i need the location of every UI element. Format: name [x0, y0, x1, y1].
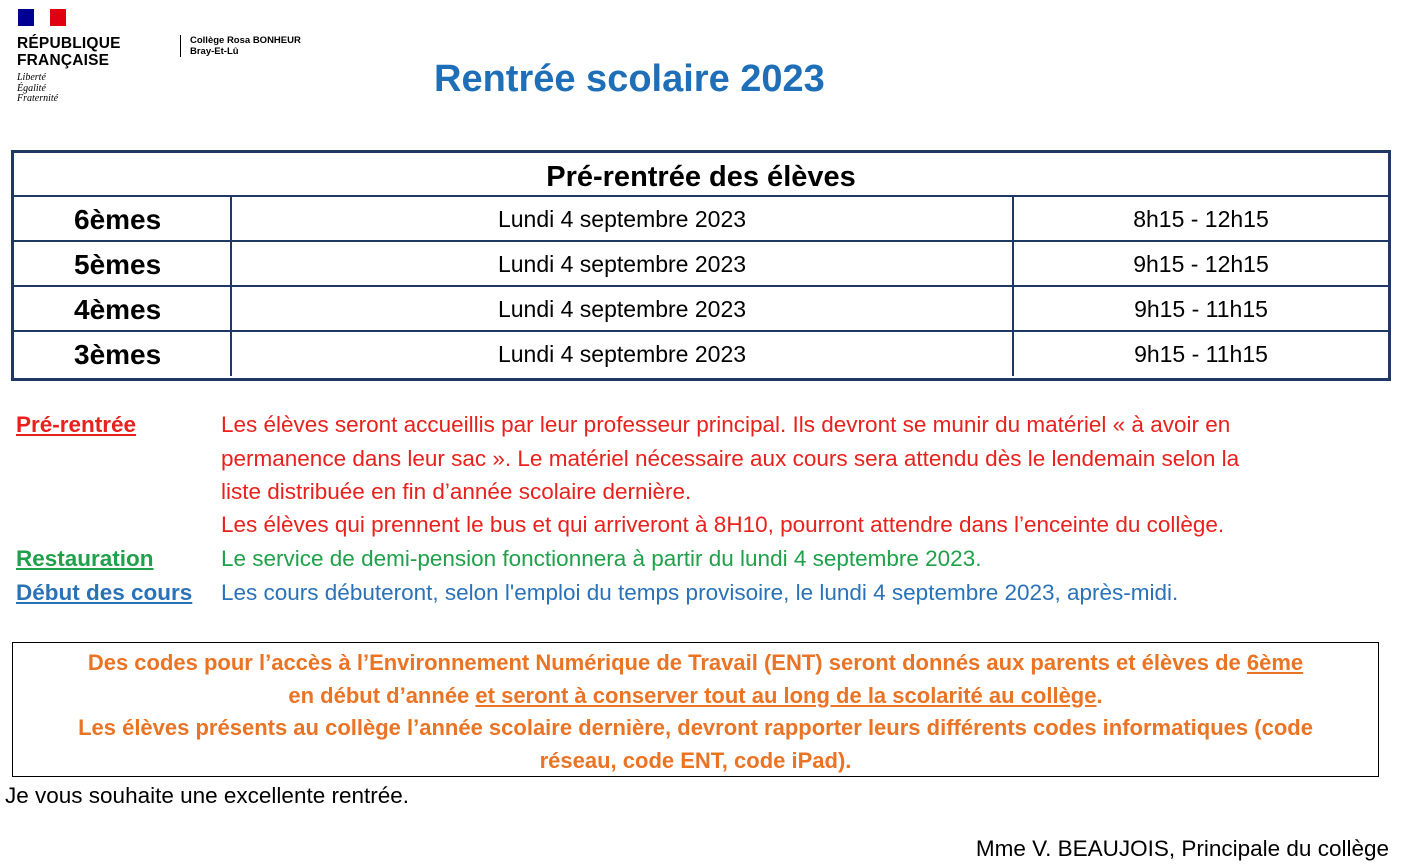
table-row [14, 287, 1388, 332]
time-cell: 9h15 - 12h15 [1133, 251, 1269, 277]
date-cell: Lundi 4 septembre 2023 [232, 197, 1014, 240]
debut-cours-text: Les cours débuteront, selon l'emploi du temps provisoire, le lundi 4 septembre 2023, après-midi. [221, 580, 1179, 605]
debut-cours-label: Début des cours [16, 580, 193, 605]
motto-egalite: Égalité [17, 82, 46, 94]
ent-line-1-level: 6ème [1246, 650, 1304, 675]
motto-fraternite: Fraternité [17, 93, 59, 104]
ent-line-3: Les élèves présents au collège l’année scolaire dernière, devront rapporter leurs différents codes informatiques (code [78, 715, 1313, 740]
page-title: Rentrée scolaire 2023 [434, 58, 825, 100]
closing-wish: Je vous souhaite une excellente rentrée. [5, 783, 410, 808]
prerentree-label: Pré-rentrée [16, 412, 137, 437]
ent-line-4: réseau, code ENT, code iPad). [539, 747, 852, 773]
republique-francaise-logo [17, 9, 152, 105]
time-cell: 9h15 - 11h15 [1134, 296, 1268, 322]
prerentree-line-3: liste distribuée en fin d’année scolaire dernière. [221, 479, 692, 504]
ent-line-2-end: . [1096, 682, 1103, 708]
ent-line-2 [13, 680, 1378, 713]
level-cell: 3èmes [14, 332, 232, 376]
ent-line-1 [13, 647, 1378, 680]
time-cell: 8h15 - 12h15 [1133, 206, 1269, 232]
ent-notice-box [12, 642, 1379, 777]
restauration-label: Restauration [16, 546, 154, 571]
date-cell: Lundi 4 septembre 2023 [232, 242, 1014, 285]
ent-line-2-text: en début d’année [288, 682, 476, 708]
table-row [14, 242, 1388, 287]
restauration-text: Le service de demi-pension fonctionnera à partir du lundi 4 septembre 2023. [221, 546, 982, 571]
french-flag-icon [18, 9, 66, 26]
prerentree-line-4: Les élèves qui prennent le bus et qui arriveront à 8H10, pourront attendre dans l’enceinte du collège. [221, 512, 1225, 537]
school-name: Collège Rosa BONHEUR [190, 35, 301, 46]
ent-line-1-text: Des codes pour l’accès à l’Environnement Numérique de Travail (ENT) seront donnés aux parents et élèves de [87, 650, 1247, 675]
logo-name [17, 35, 152, 69]
ent-line-2-emphasis: et seront à conserver tout au long de la scolarité au collège [475, 682, 1097, 708]
schedule-table [11, 150, 1391, 381]
level-cell: 6èmes [14, 197, 232, 240]
table-row [14, 197, 1388, 242]
logo-motto [17, 73, 152, 105]
table-row [14, 332, 1388, 376]
prerentree-line-1: Les élèves seront accueillis par leur professeur principal. Ils devront se munir du matériel « à avoir en [221, 412, 1231, 437]
level-cell: 5èmes [14, 242, 232, 285]
motto-liberte: Liberté [17, 72, 46, 83]
date-cell: Lundi 4 septembre 2023 [232, 332, 1014, 376]
schedule-heading: Pré-rentrée des élèves [14, 153, 1388, 197]
signature: Mme V. BEAUJOIS, Principale du collège [975, 836, 1389, 861]
prerentree-line-2: permanence dans leur sac ». Le matériel nécessaire aux cours sera attendu dès le lendemain selon la [221, 446, 1240, 471]
logo-name-line1: RÉPUBLIQUE [17, 35, 121, 52]
logo-name-line2: FRANÇAISE [17, 52, 110, 69]
school-town: Bray-Et-Lû [190, 46, 239, 57]
school-identity [180, 35, 301, 57]
level-cell: 4èmes [14, 287, 232, 330]
date-cell: Lundi 4 septembre 2023 [232, 287, 1014, 330]
time-cell: 9h15 - 11h15 [1134, 341, 1268, 367]
